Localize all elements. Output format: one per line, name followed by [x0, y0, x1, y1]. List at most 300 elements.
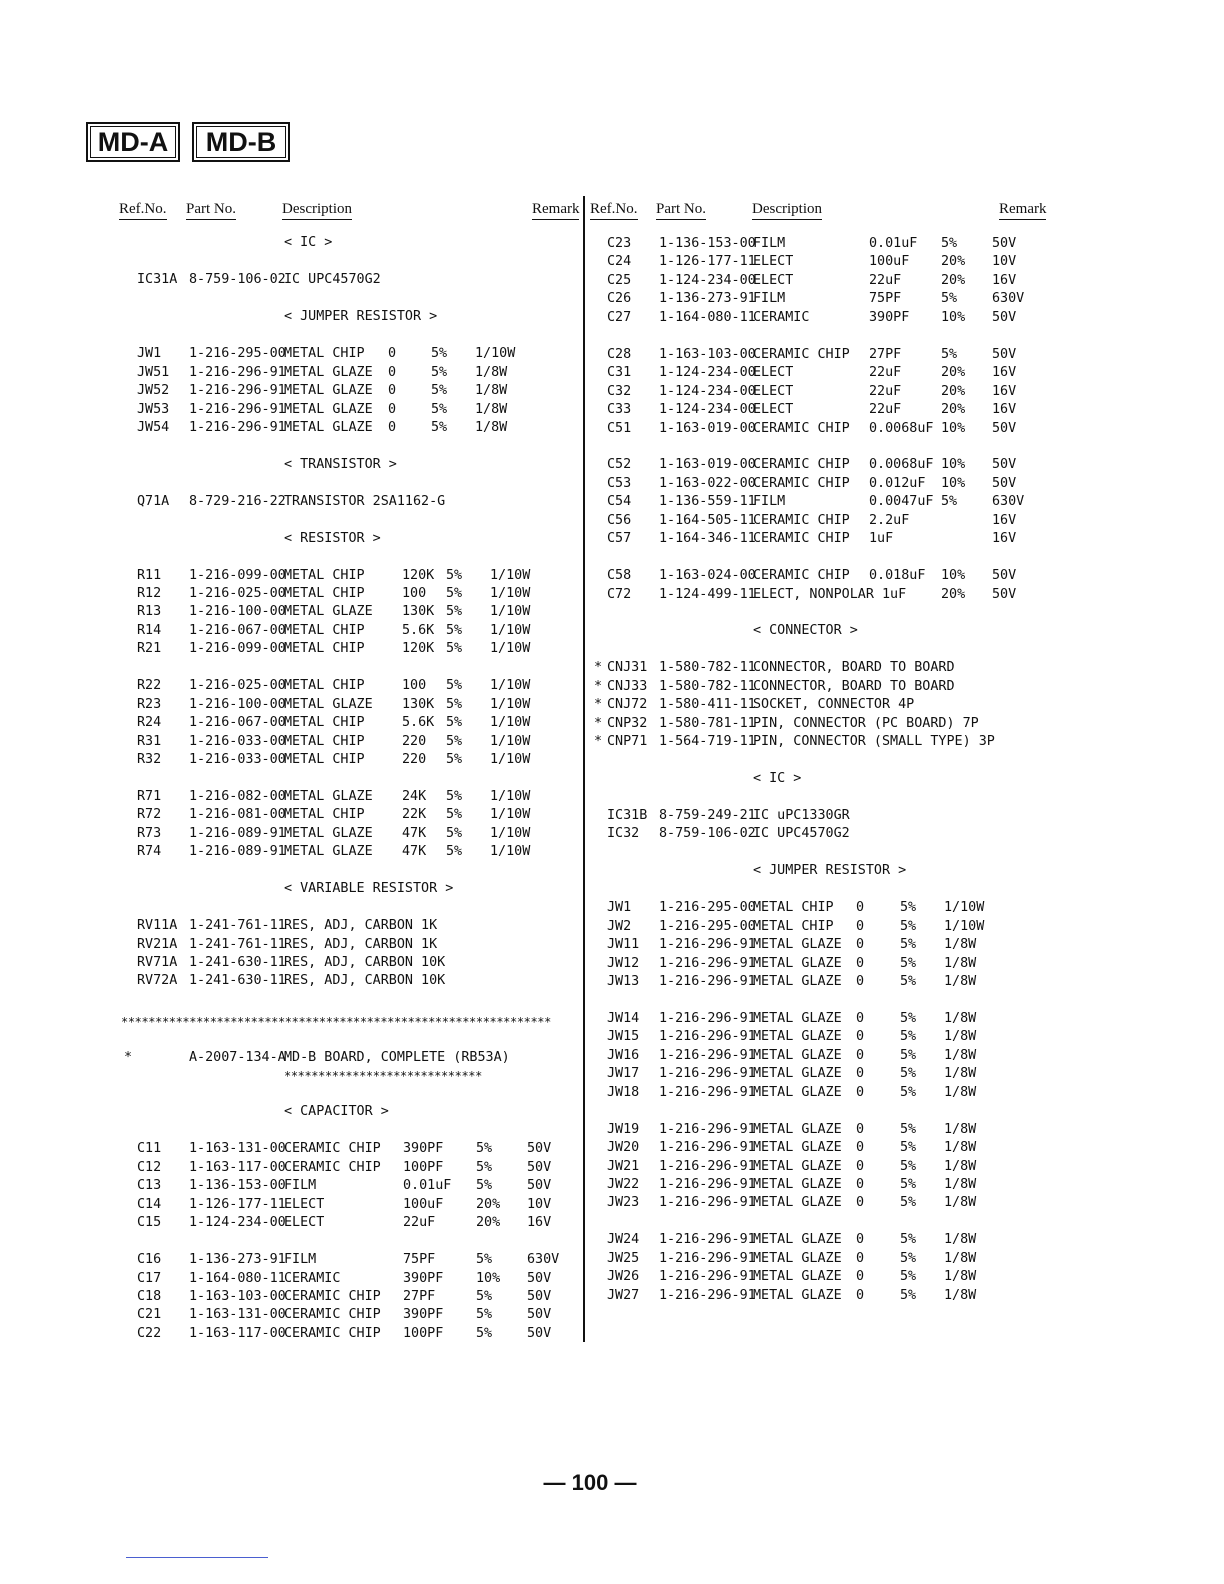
- cell-ref-no: R32: [137, 752, 162, 768]
- cell-value: 0: [856, 1176, 865, 1192]
- cell-tolerance: 10%: [941, 309, 966, 325]
- cell-description: ELECT: [284, 1215, 325, 1231]
- cell-description: ELECT: [753, 272, 794, 288]
- cell-tolerance: 5%: [900, 955, 917, 971]
- cell-rating: 16V: [992, 383, 1017, 399]
- cell-rating: 1/8W: [944, 1287, 977, 1303]
- cell-part-no: 1-216-295-00: [189, 346, 286, 362]
- cell-value: 390PF: [403, 1307, 444, 1323]
- cell-description: CERAMIC CHIP: [753, 568, 850, 584]
- cell-value: 5.6K: [402, 622, 435, 638]
- cell-tolerance: 20%: [941, 586, 966, 602]
- cell-rating: 16V: [992, 402, 1017, 418]
- cell-value: 0: [856, 1029, 865, 1045]
- cell-part-no: 8-759-106-02: [659, 826, 756, 842]
- cell-part-no: 1-124-234-00: [189, 1215, 286, 1231]
- cell-tolerance: 5%: [476, 1178, 493, 1194]
- cell-ref-no: JW22: [607, 1176, 640, 1192]
- cell-value: 100uF: [869, 254, 910, 270]
- cell-rating: 630V: [992, 291, 1025, 307]
- cell-description: IC UPC4570G2: [753, 826, 850, 842]
- cell-part-no: 1-216-296-91: [659, 1121, 756, 1137]
- cell-mark: *: [594, 660, 603, 676]
- cell-value: 0: [856, 955, 865, 971]
- cell-description: FILM: [284, 1178, 317, 1194]
- section-heading: < RESISTOR >: [284, 530, 381, 546]
- section-heading: < CAPACITOR >: [284, 1104, 389, 1120]
- cell-description: METAL GLAZE: [753, 1250, 842, 1266]
- cell-description: METAL CHIP: [753, 900, 834, 916]
- cell-part-no: 1-216-100-00: [189, 696, 286, 712]
- cell-ref-no: JW13: [607, 974, 640, 989]
- cell-part-no: 1-124-234-00: [659, 402, 756, 418]
- cell-description: RES, ADJ, CARBON 10K: [284, 973, 446, 989]
- cell-description: CERAMIC CHIP: [284, 1141, 381, 1157]
- cell-part-no: 1-163-103-00: [189, 1288, 286, 1304]
- cell-value: 0: [856, 1084, 865, 1100]
- cell-description: CERAMIC CHIP: [753, 346, 850, 362]
- cell-part-no: 1-216-296-91: [189, 364, 286, 380]
- cell-tolerance: 5%: [431, 364, 448, 380]
- board-underline-stars: *****************************: [284, 1069, 482, 1083]
- cell-description: METAL GLAZE: [753, 1010, 842, 1026]
- cell-ref-no: C23: [607, 236, 632, 251]
- cell-ref-no: C52: [607, 457, 632, 473]
- cell-rating: 1/10W: [490, 733, 531, 749]
- cell-tolerance: 5%: [431, 346, 448, 362]
- cell-part-no: 1-163-019-00: [659, 420, 756, 436]
- cell-tolerance: 5%: [900, 1250, 917, 1266]
- cell-part-no: 1-241-761-11: [189, 936, 286, 952]
- cell-rating: 50V: [992, 236, 1017, 251]
- cell-value: 0: [856, 1140, 865, 1156]
- cell-mark: *: [594, 734, 603, 750]
- cell-value: 47K: [402, 825, 427, 841]
- cell-part-no: 1-216-296-91: [189, 419, 286, 435]
- cell-tolerance: 20%: [941, 383, 966, 399]
- cell-part-no: 1-164-080-11: [189, 1270, 286, 1286]
- cell-value: 130K: [402, 696, 435, 712]
- cell-part-no: 1-124-499-11: [659, 586, 756, 602]
- cell-rating: 1/10W: [944, 900, 985, 916]
- divider-stars: ***************************************************************: [121, 1015, 551, 1029]
- cell-rating: 1/8W: [475, 401, 508, 417]
- board-description: MD-B BOARD, COMPLETE (RB53A): [284, 1050, 510, 1065]
- cell-ref-no: JW15: [607, 1029, 640, 1045]
- cell-ref-no: C57: [607, 531, 632, 547]
- cell-tolerance: 5%: [446, 696, 463, 712]
- cell-tolerance: 5%: [431, 419, 448, 435]
- section-heading: < TRANSISTOR >: [284, 456, 397, 472]
- cell-part-no: 1-216-296-91: [189, 401, 286, 417]
- cell-ref-no: IC31A: [137, 272, 178, 288]
- cell-tolerance: 5%: [446, 807, 463, 823]
- cell-description: METAL GLAZE: [753, 1140, 842, 1156]
- cell-rating: 1/8W: [475, 383, 508, 399]
- cell-part-no: 1-216-082-00: [189, 788, 286, 804]
- cell-part-no: 1-163-024-00: [659, 568, 756, 584]
- tab-md-a: MD-A: [86, 122, 180, 162]
- cell-part-no: 1-164-346-11: [659, 531, 756, 547]
- board-row: [0, 1049, 583, 1067]
- cell-part-no: 1-216-295-00: [659, 918, 756, 934]
- cell-description: METAL GLAZE: [753, 1232, 842, 1248]
- cell-ref-no: JW16: [607, 1047, 640, 1063]
- cell-part-no: 1-216-296-91: [659, 937, 756, 953]
- board-part-no: A-2007-134-A: [189, 1050, 286, 1065]
- cell-description: CERAMIC CHIP: [284, 1307, 381, 1323]
- cell-ref-no: C56: [607, 512, 632, 528]
- cell-description: ELECT: [753, 402, 794, 418]
- cell-part-no: 8-729-216-22: [189, 493, 286, 509]
- cell-ref-no: R24: [137, 715, 162, 731]
- cell-ref-no: C33: [607, 402, 632, 418]
- cell-value: 5.6K: [402, 715, 435, 731]
- cell-rating: 50V: [527, 1141, 552, 1157]
- cell-description: METAL GLAZE: [753, 1176, 842, 1192]
- cell-tolerance: 5%: [900, 1269, 917, 1285]
- cell-value: 47K: [402, 844, 427, 860]
- cell-part-no: 1-216-099-00: [189, 641, 286, 657]
- cell-tolerance: 5%: [476, 1325, 493, 1341]
- cell-rating: 1/10W: [944, 918, 985, 934]
- cell-tolerance: 5%: [900, 974, 917, 989]
- cell-description: METAL GLAZE: [753, 1121, 842, 1137]
- cell-value: 22uF: [869, 402, 902, 418]
- cell-ref-no: JW51: [137, 364, 170, 380]
- cell-value: 27PF: [869, 346, 902, 362]
- header-desc-left: Description: [282, 200, 352, 220]
- section-heading: < JUMPER RESISTOR >: [284, 309, 438, 325]
- cell-rating: 1/8W: [944, 1232, 977, 1248]
- cell-tolerance: 5%: [446, 678, 463, 694]
- cell-ref-no: C13: [137, 1178, 162, 1194]
- cell-description: METAL GLAZE: [753, 1029, 842, 1045]
- cell-part-no: 1-216-025-00: [189, 678, 286, 694]
- cell-rating: 1/10W: [490, 788, 531, 804]
- cell-part-no: 1-216-296-91: [659, 1140, 756, 1156]
- cell-value: 0: [856, 1250, 865, 1266]
- cell-description: PIN, CONNECTOR (PC BOARD) 7P: [753, 715, 979, 731]
- cell-ref-no: C16: [137, 1252, 162, 1268]
- cell-tolerance: 10%: [476, 1270, 501, 1286]
- cell-value: 0: [856, 1010, 865, 1026]
- cell-rating: 1/10W: [490, 752, 531, 768]
- cell-ref-no: JW21: [607, 1158, 640, 1174]
- cell-description: METAL CHIP: [284, 715, 365, 731]
- cell-description: CERAMIC CHIP: [753, 457, 850, 473]
- cell-tolerance: 5%: [446, 622, 463, 638]
- cell-part-no: 1-216-296-91: [659, 1029, 756, 1045]
- cell-ref-no: CNJ33: [607, 678, 648, 694]
- header-part-left: Part No.: [186, 200, 236, 220]
- cell-rating: 1/8W: [944, 1029, 977, 1045]
- cell-description: METAL CHIP: [284, 346, 365, 362]
- cell-part-no: 1-216-296-91: [659, 1269, 756, 1285]
- cell-tolerance: 5%: [900, 1195, 917, 1211]
- cell-value: 0: [856, 1047, 865, 1063]
- cell-value: 120K: [402, 641, 435, 657]
- cell-rating: 1/10W: [490, 807, 531, 823]
- cell-description: METAL GLAZE: [284, 419, 373, 435]
- cell-ref-no: JW19: [607, 1121, 640, 1137]
- cell-part-no: 1-164-080-11: [659, 309, 756, 325]
- cell-tolerance: 5%: [900, 1140, 917, 1156]
- cell-tolerance: 20%: [941, 365, 966, 381]
- cell-rating: 1/8W: [944, 1269, 977, 1285]
- cell-ref-no: JW17: [607, 1066, 640, 1082]
- cell-rating: 50V: [992, 457, 1017, 473]
- cell-description: METAL GLAZE: [284, 383, 373, 399]
- header-remark-left: Remark: [532, 200, 579, 220]
- cell-part-no: 1-241-630-11: [189, 955, 286, 970]
- cell-rating: 1/10W: [490, 844, 531, 860]
- header-desc-right: Description: [752, 200, 822, 220]
- cell-part-no: 1-126-177-11: [189, 1196, 286, 1212]
- cell-description: METAL GLAZE: [284, 844, 373, 860]
- cell-rating: 50V: [992, 346, 1017, 362]
- cell-rating: 1/8W: [944, 974, 977, 989]
- cell-part-no: 1-216-081-00: [189, 807, 286, 823]
- cell-ref-no: C24: [607, 254, 632, 270]
- cell-description: CERAMIC CHIP: [753, 420, 850, 436]
- cell-ref-no: RV71A: [137, 955, 178, 970]
- cell-tolerance: 5%: [446, 715, 463, 731]
- cell-rating: 50V: [992, 309, 1017, 325]
- cell-description: CERAMIC CHIP: [753, 475, 850, 491]
- cell-value: 0: [856, 918, 865, 934]
- cell-rating: 1/10W: [490, 696, 531, 712]
- cell-part-no: 1-216-296-91: [659, 1232, 756, 1248]
- cell-tolerance: 5%: [900, 1176, 917, 1192]
- cell-part-no: 1-124-234-00: [659, 383, 756, 399]
- cell-ref-no: JW1: [137, 346, 162, 362]
- cell-part-no: 8-759-106-02: [189, 272, 286, 288]
- cell-ref-no: JW20: [607, 1140, 640, 1156]
- cell-ref-no: RV21A: [137, 936, 178, 952]
- cell-ref-no: C22: [137, 1325, 162, 1341]
- cell-part-no: 1-136-273-91: [659, 291, 756, 307]
- cell-ref-no: R14: [137, 622, 162, 638]
- header-ref-right: Ref.No.: [590, 200, 638, 220]
- cell-description: ELECT: [753, 254, 794, 270]
- cell-part-no: 1-216-296-91: [659, 1066, 756, 1082]
- cell-tolerance: 10%: [941, 420, 966, 436]
- cell-tolerance: 5%: [941, 291, 958, 307]
- cell-value: 2.2uF: [869, 512, 910, 528]
- cell-description: METAL GLAZE: [284, 696, 373, 712]
- cell-tolerance: 5%: [446, 586, 463, 601]
- cell-ref-no: JW11: [607, 937, 640, 953]
- cell-value: 0: [856, 974, 865, 989]
- cell-part-no: 1-163-022-00: [659, 475, 756, 491]
- cell-description: METAL CHIP: [284, 567, 365, 583]
- cell-description: METAL CHIP: [284, 733, 365, 749]
- cell-part-no: 1-136-559-11: [659, 494, 756, 510]
- cell-value: 100: [402, 586, 427, 601]
- cell-value: 22uF: [869, 383, 902, 399]
- section-heading: < IC >: [753, 771, 802, 787]
- cell-description: TRANSISTOR 2SA1162-G: [284, 493, 446, 509]
- cell-tolerance: 5%: [941, 346, 958, 362]
- cell-description: SOCKET, CONNECTOR 4P: [753, 697, 915, 713]
- cell-part-no: 1-216-296-91: [659, 974, 756, 989]
- cell-rating: 1/10W: [490, 567, 531, 583]
- cell-part-no: 1-216-100-00: [189, 604, 286, 620]
- cell-part-no: 1-216-295-00: [659, 900, 756, 916]
- cell-rating: 10V: [992, 254, 1017, 270]
- section-heading: < CONNECTOR >: [753, 623, 858, 639]
- cell-part-no: 1-216-099-00: [189, 567, 286, 583]
- cell-description: CONNECTOR, BOARD TO BOARD: [753, 678, 955, 694]
- cell-tolerance: 5%: [446, 752, 463, 768]
- cell-part-no: 1-163-103-00: [659, 346, 756, 362]
- header-ref-left: Ref.No.: [119, 200, 167, 220]
- cell-tolerance: 5%: [900, 1121, 917, 1137]
- cell-ref-no: IC32: [607, 826, 640, 842]
- header-part-right: Part No.: [656, 200, 706, 220]
- cell-tolerance: 5%: [446, 641, 463, 657]
- cell-rating: 1/10W: [490, 604, 531, 620]
- cell-mark: *: [594, 678, 603, 694]
- cell-description: ELECT, NONPOLAR 1uF: [753, 586, 907, 602]
- cell-tolerance: 20%: [941, 402, 966, 418]
- cell-ref-no: RV72A: [137, 973, 178, 989]
- section-heading: < JUMPER RESISTOR >: [753, 863, 907, 879]
- cell-tolerance: 20%: [941, 272, 966, 288]
- cell-tolerance: 5%: [900, 1084, 917, 1100]
- cell-description: RES, ADJ, CARBON 10K: [284, 955, 446, 970]
- cell-rating: 1/10W: [490, 622, 531, 638]
- cell-description: METAL GLAZE: [753, 1158, 842, 1174]
- cell-description: CERAMIC CHIP: [753, 512, 850, 528]
- cell-ref-no: JW24: [607, 1232, 640, 1248]
- cell-rating: 1/10W: [490, 678, 531, 694]
- cell-rating: 16V: [992, 272, 1017, 288]
- cell-ref-no: JW12: [607, 955, 640, 971]
- cell-value: 0: [388, 419, 397, 435]
- cell-description: CERAMIC CHIP: [753, 531, 850, 547]
- cell-value: 22uF: [403, 1215, 436, 1231]
- cell-description: FILM: [753, 291, 786, 307]
- cell-ref-no: R23: [137, 696, 162, 712]
- cell-tolerance: 5%: [900, 918, 917, 934]
- cell-rating: 1/8W: [944, 1158, 977, 1174]
- cell-value: 0.0068uF: [869, 457, 934, 473]
- cell-part-no: 1-241-761-11: [189, 918, 286, 934]
- cell-ref-no: R74: [137, 844, 162, 860]
- cell-part-no: 1-163-131-00: [189, 1141, 286, 1157]
- cell-part-no: 1-216-089-91: [189, 844, 286, 860]
- cell-ref-no: JW14: [607, 1010, 640, 1026]
- cell-tolerance: 20%: [941, 254, 966, 270]
- cell-ref-no: C21: [137, 1307, 162, 1323]
- cell-value: 0.0047uF: [869, 494, 934, 510]
- cell-rating: 16V: [992, 531, 1017, 547]
- cell-value: 0: [856, 1066, 865, 1082]
- cell-mark: *: [594, 715, 603, 731]
- cell-part-no: 1-580-782-11: [659, 678, 756, 694]
- cell-part-no: 1-216-067-00: [189, 622, 286, 638]
- cell-description: METAL CHIP: [284, 641, 365, 657]
- cell-description: RES, ADJ, CARBON 1K: [284, 936, 438, 952]
- cell-part-no: 1-136-153-00: [659, 236, 756, 251]
- cell-tolerance: 5%: [446, 788, 463, 804]
- cell-tolerance: 5%: [446, 825, 463, 841]
- cell-description: METAL GLAZE: [753, 1047, 842, 1063]
- cell-tolerance: 5%: [900, 1158, 917, 1174]
- cell-part-no: 1-216-296-91: [659, 1010, 756, 1026]
- cell-tolerance: 20%: [476, 1215, 501, 1231]
- cell-description: METAL GLAZE: [753, 1195, 842, 1211]
- cell-description: METAL GLAZE: [753, 1287, 842, 1303]
- cell-ref-no: JW23: [607, 1195, 640, 1211]
- cell-part-no: 1-216-089-91: [189, 825, 286, 841]
- cell-ref-no: Q71A: [137, 493, 170, 509]
- cell-value: 0: [856, 1269, 865, 1285]
- cell-value: 0: [388, 346, 397, 362]
- cell-value: 0.0068uF: [869, 420, 934, 436]
- cell-tolerance: 5%: [446, 567, 463, 583]
- cell-value: 0: [856, 1158, 865, 1174]
- cell-ref-no: JW25: [607, 1250, 640, 1266]
- cell-value: 0.012uF: [869, 475, 926, 491]
- cell-tolerance: 10%: [941, 568, 966, 584]
- cell-value: 220: [402, 733, 427, 749]
- cell-ref-no: R71: [137, 788, 162, 804]
- cell-part-no: 1-163-131-00: [189, 1307, 286, 1323]
- cell-ref-no: C27: [607, 309, 632, 325]
- cell-value: 100uF: [403, 1196, 444, 1212]
- cell-rating: 50V: [527, 1325, 552, 1341]
- cell-value: 0: [856, 937, 865, 953]
- cell-description: METAL CHIP: [284, 807, 365, 823]
- cell-ref-no: C25: [607, 272, 632, 288]
- cell-ref-no: C18: [137, 1288, 162, 1304]
- cell-tolerance: 5%: [431, 383, 448, 399]
- cell-part-no: 1-241-630-11: [189, 973, 286, 989]
- cell-rating: 1/8W: [475, 419, 508, 435]
- cell-part-no: 1-564-719-11: [659, 734, 756, 750]
- cell-tolerance: 5%: [476, 1159, 493, 1175]
- cell-description: ELECT: [284, 1196, 325, 1212]
- cell-rating: 50V: [527, 1288, 552, 1304]
- cell-description: METAL GLAZE: [753, 1066, 842, 1082]
- cell-rating: 1/10W: [490, 715, 531, 731]
- cell-rating: 630V: [527, 1252, 560, 1268]
- cell-tolerance: 5%: [900, 1232, 917, 1248]
- cell-tolerance: 5%: [900, 900, 917, 916]
- cell-mark: *: [594, 697, 603, 713]
- cell-description: ELECT: [753, 383, 794, 399]
- cell-rating: 1/10W: [490, 641, 531, 657]
- cell-description: METAL GLAZE: [284, 364, 373, 380]
- cell-tolerance: 5%: [476, 1288, 493, 1304]
- cell-value: 390PF: [869, 309, 910, 325]
- cell-part-no: 1-580-781-11: [659, 715, 756, 731]
- cell-description: METAL GLAZE: [284, 401, 373, 417]
- cell-ref-no: RV11A: [137, 918, 178, 934]
- cell-description: METAL GLAZE: [753, 955, 842, 971]
- cell-part-no: 1-216-296-91: [659, 1084, 756, 1100]
- cell-rating: 1/10W: [475, 346, 516, 362]
- section-heading: < IC >: [284, 235, 333, 251]
- footer-link-line: [126, 1557, 268, 1558]
- cell-value: 1uF: [869, 531, 894, 547]
- cell-description: METAL GLAZE: [753, 974, 842, 989]
- cell-part-no: 1-580-782-11: [659, 660, 756, 676]
- column-divider: [583, 196, 585, 1342]
